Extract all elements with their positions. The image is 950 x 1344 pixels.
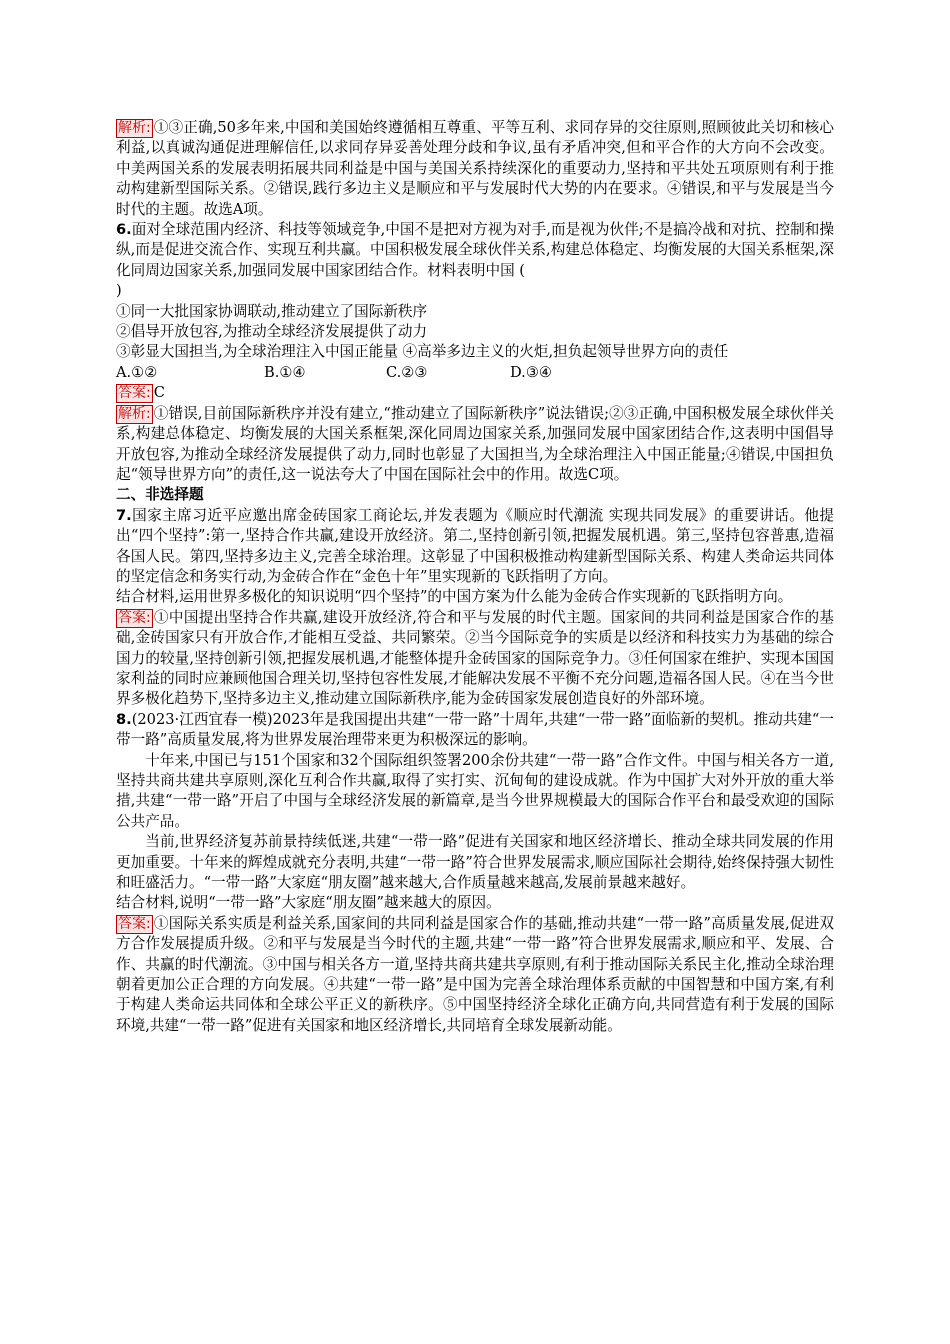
- q6-item-1: ①同一大批国家协调联动,推动建立了国际新秩序: [116, 302, 428, 320]
- q7-answer: [116, 608, 834, 710]
- q6-stem: [116, 220, 834, 281]
- q6-item-2: ②倡导开放包容,为推动全球经济发展提供了动力: [116, 323, 428, 341]
- q8-number: 8.: [116, 710, 132, 728]
- q6-option-d: D.③④: [510, 363, 552, 381]
- document-page: [116, 118, 834, 1036]
- q8-answer: [116, 914, 834, 1036]
- q6-answer: [116, 383, 834, 403]
- answer-label: 答案:: [118, 385, 151, 402]
- answer-label: 答案:: [118, 609, 151, 626]
- q7-stem-text: 国家主席习近平应邀出席金砖国家工商论坛,并发表题为《顺应时代潮流 实现共同发展》的重要讲话。他提出“四个坚持”:第一,坚持合作共赢,建设开放经济。第二,坚持创新引领,把握发展机遇。第三,坚持包容普惠,造福各国人民。第四,坚持多边主义,完善全球治理。这彰显了中国积极推动构建新型国际关系、构建人类命运共同体的坚定信念和务实行动,为金砖合作在“金色十年”里实现新的飞跃指明了方向。: [116, 506, 834, 585]
- q8-material-para-1: 十年来,中国已与151个国家和32个国际组织签署200余份共建“一带一路”合作文件。中国与相关各方一道,坚持共商共建共享原则,深化互利合作共赢,取得了实打实、沉甸甸的建设成就。作为中国扩大对外开放的重大举措,共建“一带一路”开启了中国与全球经济发展的新篇章,是当今世界规模最大的国际合作平台和最受欢迎的国际公共产品。: [116, 751, 834, 830]
- q8-stem: [116, 710, 834, 751]
- q6-stem-text: 面对全球范围内经济、科技等领域竞争,中国不是把对方视为对手,而是视为伙伴;不是搞冷战和对抗、控制和操纵,而是促进交流合作、实现互利共赢。中国积极发展全球伙伴关系,构建总体稳定、均衡发展的大国关系框架,深化同周边国家关系,加强同发展中国家团结合作。材料表明中国 (: [116, 221, 834, 279]
- q6-analysis-text: ①错误,目前国际新秩序并没有建立,“推动建立了国际新秩序”说法错误;②③正确,中国积极发展全球伙伴关系,构建总体稳定、均衡发展的大国关系框架,深化同周边国家关系,加强同发展中国家团结合作,这表明中国倡导开放包容,为推动全球经济发展提供了动力,同时也彰显了大国担当,为全球治理注入中国正能量;④错误,中国担负起“领导世界方向”的责任,这一说法夸大了中国在国际社会中的作用。故选C项。: [116, 404, 834, 483]
- q6-stem-close: ): [116, 282, 122, 300]
- q8-source: (2023·江西宜春一模): [131, 710, 273, 728]
- q6-number: 6.: [116, 221, 132, 239]
- q6-item-3: ③彰显大国担当,为全球治理注入中国正能量 ④高举多边主义的火炬,担负起领导世界方向的责任: [116, 343, 729, 361]
- q7-stem: [116, 506, 834, 588]
- q6-options: [116, 363, 834, 383]
- q6-option-a: A.①②: [116, 363, 158, 381]
- q8-question: 结合材料,说明“一带一路”大家庭“朋友圈”越来越大的原因。: [116, 894, 501, 912]
- q5-analysis-text: ①③正确,50多年来,中国和美国始终遵循相互尊重、平等互利、求同存异的交往原则,照顾彼此关切和核心利益,以真诚沟通促进理解信任,以求同存异妥善处理分歧和争议,虽有矛盾冲突,但和平合作的大方向不会改变。中美两国关系的发展表明拓展共同利益是中国与美国关系持续深化的重要动力,坚持和平共处五项原则有利于推动构建新型国际关系。②错误,践行多边主义是顺应和平与发展时代大势的内在要求。④错误,和平与发展是当今时代的主题。故选A项。: [116, 119, 834, 218]
- q7-number: 7.: [116, 506, 132, 524]
- section-title: 二、非选择题: [116, 486, 204, 504]
- q5-analysis: [116, 118, 834, 220]
- q8-intro: 2023年是我国提出共建“一带一路”十周年,共建“一带一路”面临新的契机。推动共建“一带一路”高质量发展,将为世界发展治理带来更为积极深远的影响。: [116, 710, 834, 749]
- q6-analysis: [116, 404, 834, 486]
- q7-question: 结合材料,运用世界多极化的知识说明“四个坚持”的中国方案为什么能为金砖合作实现新的飞跃指明方向。: [116, 588, 793, 606]
- analysis-label: 解析:: [118, 405, 151, 422]
- q8-answer-text: ①国际关系实质是利益关系,国家间的共同利益是国家合作的基础,推动共建“一带一路”高质量发展,促进双方合作发展提质升级。②和平与发展是当今时代的主题,共建“一带一路”符合世界发展需求,顺应和平、发展、合作、共赢的时代潮流。③中国与相关各方一道,坚持共商共建共享原则,有利于推动国际关系民主化,推动全球治理朝着更加公正合理的方向发展。④共建“一带一路”是中国为完善全球治理体系贡献的中国智慧和中国方案,有利于构建人类命运共同体和全球公平正义的新秩序。⑤中国坚持经济全球化正确方向,共同营造有利于发展的国际环境,共建“一带一路”促进有关国家和地区经济增长,共同培育全球发展新动能。: [116, 914, 834, 1034]
- q6-answer-text: C: [153, 384, 165, 402]
- q6-option-b: B.①④: [264, 363, 306, 381]
- q6-option-c: C.②③: [386, 363, 428, 381]
- q7-answer-text: ①中国提出坚持合作共赢,建设开放经济,符合和平与发展的时代主题。国家间的共同利益是国家合作的基础,金砖国家只有开放合作,才能相互受益、共同繁荣。②当今国际竞争的实质是以经济和科技实力为基础的综合国力的较量,坚持创新引领,把握发展机遇,才能整体提升金砖国家的国际竞争力。③任何国家在维护、实现本国国家利益的同时应兼顾他国合理关切,坚持包容性发展,才能解决发展不平衡不充分问题,造福各国人民。④在当今世界多极化趋势下,坚持多边主义,推动建立国际新秩序,能为金砖国家发展创造良好的外部环境。: [116, 608, 834, 708]
- q8-material-para-2: 当前,世界经济复苏前景持续低迷,共建“一带一路”促进有关国家和地区经济增长、推动全球共同发展的作用更加重要。十年来的辉煌成就充分表明,共建“一带一路”符合世界发展需求,顺应国际社会期待,始终保持强大韧性和旺盛活力。“一带一路”大家庭“朋友圈”越来越大,合作质量越来越高,发展前景越来越好。: [116, 833, 834, 892]
- analysis-label: 解析:: [118, 120, 151, 136]
- answer-label: 答案:: [118, 915, 151, 932]
